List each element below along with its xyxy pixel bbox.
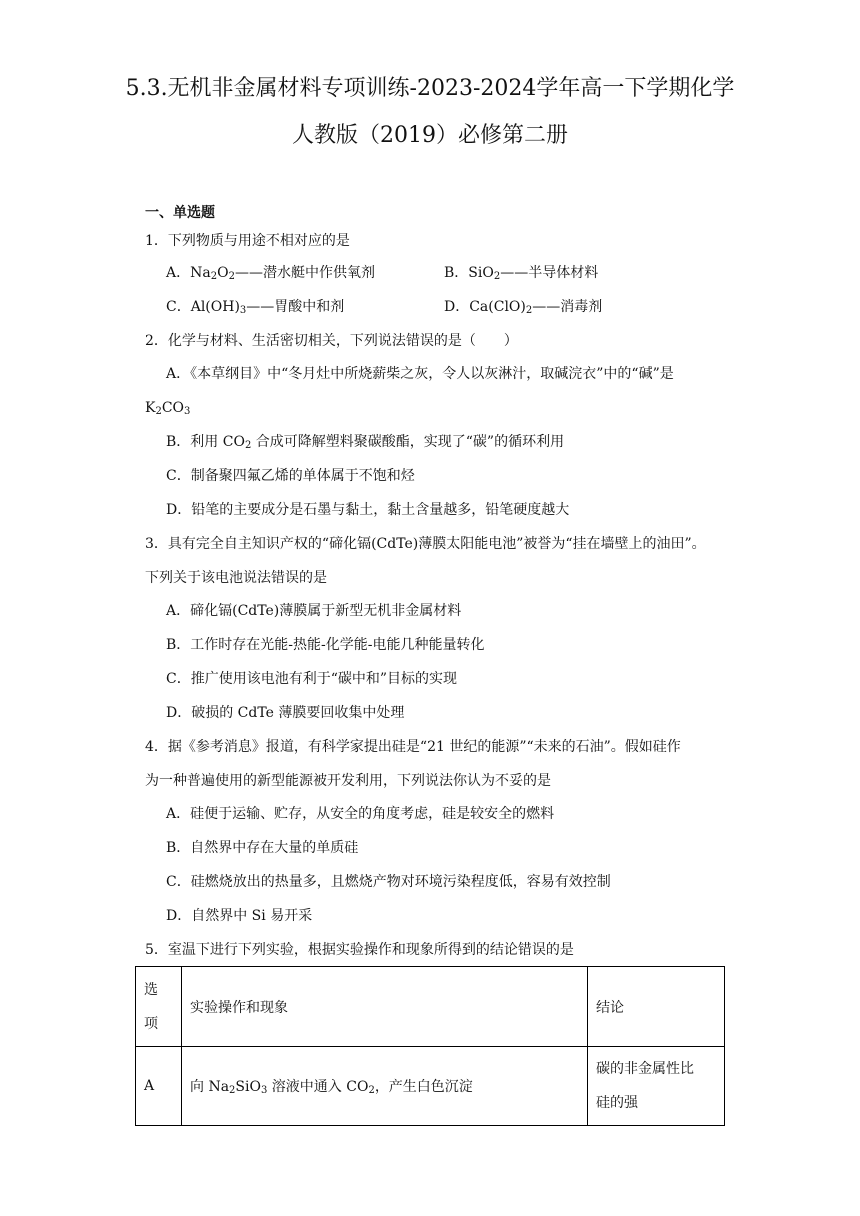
document-title-line-2: 人教版（2019）必修第二册 bbox=[292, 123, 568, 148]
q5-experiment-table bbox=[135, 966, 725, 1126]
q2-option-a: A．《本草纲目》中“冬月灶中所烧薪柴之灰，令人以灰淋汁，取碱浣衣”中的“碱”是 bbox=[166, 366, 674, 382]
q4-option-a: A．硅便于运输、贮存，从安全的角度考虑，硅是较安全的燃料 bbox=[166, 806, 555, 822]
q3-stem-line-2: 下列关于该电池说法错误的是 bbox=[145, 570, 327, 586]
q3-option-b: B．工作时存在光能-热能-化学能-电能几种能量转化 bbox=[166, 637, 485, 653]
q5-stem: 5．室温下进行下列实验，根据实验操作和现象所得到的结论错误的是 bbox=[145, 942, 574, 958]
q4-option-c: C．硅燃烧放出的热量多，且燃烧产物对环境污染程度低，容易有效控制 bbox=[166, 874, 611, 890]
q1-option-b: B．SiO$_2$——半导体材料 bbox=[444, 265, 599, 282]
table-row bbox=[136, 1047, 725, 1126]
q2-option-a-continued: $K_2CO_3$ bbox=[145, 400, 191, 417]
q1-option-a: A．$Na_2O_2——$潜水艇中作供氧剂 bbox=[166, 265, 375, 282]
q2-option-d: D．铅笔的主要成分是石墨与黏土，黏土含量越多，铅笔硬度越大 bbox=[166, 502, 570, 518]
document-title-line-1: 5.3.无机非金属材料专项训练-2023-2024学年高一下学期化学 bbox=[125, 76, 735, 101]
q4-option-d: D．自然界中 Si 易开采 bbox=[166, 908, 313, 924]
q4-stem-line-1: 4．据《参考消息》报道，有科学家提出硅是“21 世纪的能源”“未来的石油”。假如硅作 bbox=[145, 739, 681, 755]
row-conclusion: 碳的非金属性比 硅的强 bbox=[588, 1047, 725, 1126]
section-heading: 一、单选题 bbox=[145, 205, 215, 221]
q3-option-c: C．推广使用该电池有利于“碳中和”目标的实现 bbox=[166, 671, 458, 687]
table-header-row bbox=[136, 967, 725, 1047]
q2-stem: 2．化学与材料、生活密切相关，下列说法错误的是（ ） bbox=[145, 333, 518, 349]
q1-option-c: C．$Al(OH)_3——$胃酸中和剂 bbox=[166, 299, 345, 316]
q3-option-a: A．碲化镉(CdTe)薄膜属于新型无机非金属材料 bbox=[166, 603, 462, 619]
header-option: 选 项 bbox=[136, 967, 182, 1047]
q2-option-b: B．利用 $CO_2$ 合成可降解塑料聚碳酸酯，实现了“碳”的循环利用 bbox=[166, 434, 565, 451]
q2-option-c: C．制备聚四氟乙烯的单体属于不饱和烃 bbox=[166, 468, 415, 484]
q3-stem-line-1: 3．具有完全自主知识产权的“碲化镉(CdTe)薄膜太阳能电池”被誉为“挂在墙壁上的油田”。 bbox=[145, 536, 706, 552]
header-conclusion: 结论 bbox=[588, 967, 725, 1047]
row-operation: 向 $Na_2SiO_3$ 溶液中通入 $CO_2$，产生白色沉淀 bbox=[182, 1047, 588, 1126]
q4-stem-line-2: 为一种普遍使用的新型能源被开发利用，下列说法你认为不妥的是 bbox=[145, 773, 551, 789]
q1-stem: 1．下列物质与用途不相对应的是 bbox=[145, 233, 350, 249]
q4-option-b: B．自然界中存在大量的单质硅 bbox=[166, 840, 359, 856]
header-operation: 实验操作和现象 bbox=[182, 967, 588, 1047]
q1-option-d: D．$Ca(ClO)_2——$消毒剂 bbox=[444, 299, 603, 316]
row-option: A bbox=[136, 1047, 182, 1126]
q3-option-d: D．破损的 CdTe 薄膜要回收集中处理 bbox=[166, 705, 405, 721]
